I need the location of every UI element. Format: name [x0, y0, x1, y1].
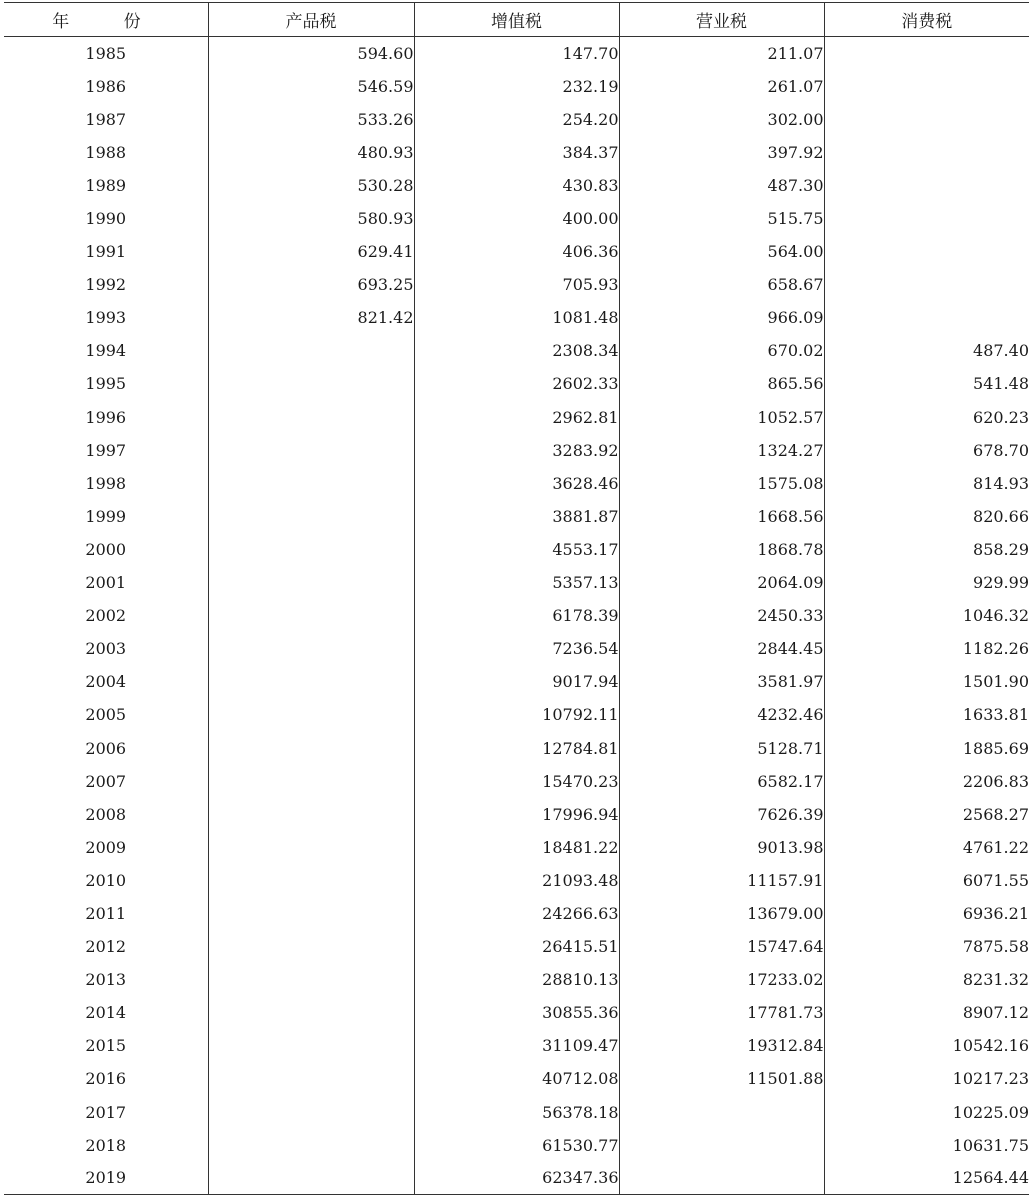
table-row	[4, 268, 1029, 301]
value-added-tax-cell: 21093.48	[414, 864, 619, 897]
consumption-tax-cell: 10225.09	[824, 1096, 1029, 1129]
product-tax-cell: 821.42	[208, 301, 414, 334]
table-row	[4, 930, 1029, 963]
value-added-tax-cell: 6178.39	[414, 599, 619, 632]
value-added-tax-cell: 2602.33	[414, 367, 619, 400]
product-tax-cell: 594.60	[208, 37, 414, 70]
business-tax-cell: 1324.27	[619, 434, 824, 467]
table-row	[4, 169, 1029, 202]
consumption-tax-cell: 8231.32	[824, 963, 1029, 996]
year-cell: 2019	[4, 1162, 208, 1195]
table-row	[4, 136, 1029, 169]
product-tax-cell	[208, 765, 414, 798]
product-tax-cell: 580.93	[208, 202, 414, 235]
product-tax-cell	[208, 1096, 414, 1129]
table-row	[4, 334, 1029, 367]
table-row	[4, 37, 1029, 70]
product-tax-cell	[208, 897, 414, 930]
product-tax-cell	[208, 533, 414, 566]
value-added-tax-cell: 2308.34	[414, 334, 619, 367]
product-tax-cell	[208, 467, 414, 500]
table-row	[4, 235, 1029, 268]
consumption-tax-cell: 858.29	[824, 533, 1029, 566]
product-tax-cell	[208, 1162, 414, 1195]
consumption-tax-cell: 10217.23	[824, 1062, 1029, 1095]
business-tax-cell: 670.02	[619, 334, 824, 367]
year-cell: 1991	[85, 242, 127, 262]
product-tax-cell	[208, 996, 414, 1029]
product-tax-cell	[208, 367, 414, 400]
product-tax-cell	[208, 1029, 414, 1062]
value-added-tax-cell: 3881.87	[414, 500, 619, 533]
business-tax-cell: 658.67	[619, 268, 824, 301]
consumption-tax-cell: 2568.27	[824, 798, 1029, 831]
business-tax-cell: 966.09	[619, 301, 824, 334]
year-cell: 2003	[85, 639, 127, 659]
consumption-tax-cell: 1885.69	[824, 731, 1029, 764]
value-added-tax-cell: 4553.17	[414, 533, 619, 566]
product-tax-cell	[208, 566, 414, 599]
value-added-tax-cell: 40712.08	[414, 1062, 619, 1095]
year-cell: 2012	[85, 937, 127, 957]
product-tax-cell: 546.59	[208, 70, 414, 103]
business-tax-cell: 2844.45	[619, 632, 824, 665]
year-cell: 2018	[85, 1135, 127, 1155]
product-tax-cell	[208, 698, 414, 731]
year-cell: 2006	[85, 738, 127, 758]
product-tax-cell	[208, 963, 414, 996]
value-added-tax-cell: 3283.92	[414, 434, 619, 467]
consumption-tax-cell: 929.99	[824, 566, 1029, 599]
year-cell: 1990	[85, 209, 127, 229]
year-cell: 2017	[85, 1102, 127, 1122]
value-added-tax-cell: 61530.77	[414, 1129, 619, 1162]
value-added-tax-cell: 31109.47	[414, 1029, 619, 1062]
year-cell: 1985	[85, 43, 127, 63]
product-tax-cell: 530.28	[208, 169, 414, 202]
year-cell: 1995	[85, 374, 127, 394]
consumption-tax-cell	[824, 136, 1029, 169]
year-cell: 2001	[85, 573, 127, 593]
business-tax-cell: 2450.33	[619, 599, 824, 632]
consumption-tax-cell: 4761.22	[824, 831, 1029, 864]
table-row	[4, 632, 1029, 665]
consumption-tax-cell: 487.40	[824, 334, 1029, 367]
value-added-tax-cell: 147.70	[414, 37, 619, 70]
consumption-tax-cell: 541.48	[824, 367, 1029, 400]
business-tax-cell: 11501.88	[619, 1062, 824, 1095]
consumption-tax-cell: 6071.55	[824, 864, 1029, 897]
value-added-tax-cell: 5357.13	[414, 566, 619, 599]
consumption-tax-cell: 814.93	[824, 467, 1029, 500]
business-tax-cell: 6582.17	[619, 765, 824, 798]
value-added-tax-cell: 24266.63	[414, 897, 619, 930]
product-tax-cell	[208, 864, 414, 897]
year-cell: 2015	[85, 1036, 127, 1056]
year-cell: 2014	[85, 1003, 127, 1023]
value-added-tax-cell: 1081.48	[414, 301, 619, 334]
value-added-tax-cell: 9017.94	[414, 665, 619, 698]
table-row	[4, 202, 1029, 235]
business-tax-cell	[619, 1129, 824, 1162]
value-added-tax-cell: 28810.13	[414, 963, 619, 996]
value-added-tax-cell: 400.00	[414, 202, 619, 235]
year-cell: 1989	[85, 175, 127, 195]
business-tax-cell: 302.00	[619, 103, 824, 136]
business-tax-cell: 1668.56	[619, 500, 824, 533]
consumption-tax-cell: 10631.75	[824, 1129, 1029, 1162]
product-tax-cell	[208, 1129, 414, 1162]
value-added-tax-cell: 18481.22	[414, 831, 619, 864]
header-consumption-tax: 消费税	[824, 3, 1029, 37]
table-header	[4, 3, 1029, 37]
year-cell: 2010	[85, 870, 127, 890]
header-year: 年 份	[4, 3, 208, 37]
value-added-tax-cell: 430.83	[414, 169, 619, 202]
product-tax-cell	[208, 665, 414, 698]
business-tax-cell: 17781.73	[619, 996, 824, 1029]
business-tax-cell: 1575.08	[619, 467, 824, 500]
consumption-tax-cell: 678.70	[824, 434, 1029, 467]
table-row	[4, 765, 1029, 798]
product-tax-cell: 480.93	[208, 136, 414, 169]
business-tax-cell: 397.92	[619, 136, 824, 169]
value-added-tax-cell: 3628.46	[414, 467, 619, 500]
business-tax-cell: 515.75	[619, 202, 824, 235]
product-tax-cell: 629.41	[208, 235, 414, 268]
product-tax-cell: 533.26	[208, 103, 414, 136]
business-tax-cell: 9013.98	[619, 831, 824, 864]
value-added-tax-cell: 7236.54	[414, 632, 619, 665]
product-tax-cell	[208, 731, 414, 764]
consumption-tax-cell	[824, 202, 1029, 235]
business-tax-cell: 211.07	[619, 37, 824, 70]
table-row	[4, 665, 1029, 698]
year-cell: 1987	[85, 109, 127, 129]
business-tax-cell: 13679.00	[619, 897, 824, 930]
consumption-tax-cell: 2206.83	[824, 765, 1029, 798]
table-row	[4, 963, 1029, 996]
table-row	[4, 599, 1029, 632]
product-tax-cell	[208, 401, 414, 434]
consumption-tax-cell: 10542.16	[824, 1029, 1029, 1062]
value-added-tax-cell: 56378.18	[414, 1096, 619, 1129]
business-tax-cell: 1052.57	[619, 401, 824, 434]
product-tax-cell	[208, 632, 414, 665]
table-row	[4, 897, 1029, 930]
year-cell: 1986	[85, 76, 127, 96]
year-cell: 1988	[85, 142, 127, 162]
table-row	[4, 1062, 1029, 1095]
table-row	[4, 1029, 1029, 1062]
table-body	[4, 37, 1029, 1195]
value-added-tax-cell: 10792.11	[414, 698, 619, 731]
consumption-tax-cell: 8907.12	[824, 996, 1029, 1029]
business-tax-cell: 5128.71	[619, 731, 824, 764]
table-row	[4, 533, 1029, 566]
table-row	[4, 698, 1029, 731]
business-tax-cell: 1868.78	[619, 533, 824, 566]
table-row	[4, 1162, 1029, 1195]
product-tax-cell	[208, 831, 414, 864]
year-cell: 2005	[85, 705, 127, 725]
consumption-tax-cell: 1046.32	[824, 599, 1029, 632]
table-row	[4, 401, 1029, 434]
year-cell: 1994	[85, 341, 127, 361]
business-tax-cell: 19312.84	[619, 1029, 824, 1062]
table-row	[4, 70, 1029, 103]
year-cell: 2008	[85, 804, 127, 824]
table-row	[4, 566, 1029, 599]
year-cell: 2004	[85, 672, 127, 692]
table-row	[4, 500, 1029, 533]
consumption-tax-cell	[824, 37, 1029, 70]
value-added-tax-cell: 705.93	[414, 268, 619, 301]
business-tax-cell: 7626.39	[619, 798, 824, 831]
business-tax-cell: 487.30	[619, 169, 824, 202]
value-added-tax-cell: 406.36	[414, 235, 619, 268]
product-tax-cell	[208, 434, 414, 467]
business-tax-cell	[619, 1096, 824, 1129]
business-tax-cell	[619, 1162, 824, 1195]
tax-revenue-table	[4, 2, 1029, 1195]
product-tax-cell	[208, 1062, 414, 1095]
consumption-tax-cell	[824, 70, 1029, 103]
year-cell: 2007	[85, 771, 127, 791]
product-tax-cell: 693.25	[208, 268, 414, 301]
consumption-tax-cell	[824, 103, 1029, 136]
business-tax-cell: 2064.09	[619, 566, 824, 599]
consumption-tax-cell: 820.66	[824, 500, 1029, 533]
value-added-tax-cell: 30855.36	[414, 996, 619, 1029]
year-cell: 2011	[85, 903, 127, 923]
product-tax-cell	[208, 930, 414, 963]
year-cell: 1992	[85, 275, 127, 295]
value-added-tax-cell: 232.19	[414, 70, 619, 103]
consumption-tax-cell: 1633.81	[824, 698, 1029, 731]
consumption-tax-cell: 1501.90	[824, 665, 1029, 698]
business-tax-cell: 15747.64	[619, 930, 824, 963]
consumption-tax-cell: 620.23	[824, 401, 1029, 434]
year-cell: 1998	[85, 473, 127, 493]
year-cell: 2016	[85, 1069, 127, 1089]
table-row	[4, 103, 1029, 136]
table-row	[4, 831, 1029, 864]
value-added-tax-cell: 12784.81	[414, 731, 619, 764]
year-cell: 2013	[85, 970, 127, 990]
year-cell: 1996	[85, 407, 127, 427]
year-cell: 2000	[85, 539, 127, 559]
value-added-tax-cell: 26415.51	[414, 930, 619, 963]
value-added-tax-cell: 384.37	[414, 136, 619, 169]
header-product-tax: 产品税	[208, 3, 414, 37]
consumption-tax-cell: 12564.44	[824, 1162, 1029, 1195]
consumption-tax-cell: 1182.26	[824, 632, 1029, 665]
value-added-tax-cell: 62347.36	[414, 1162, 619, 1195]
consumption-tax-cell	[824, 268, 1029, 301]
consumption-tax-cell: 7875.58	[824, 930, 1029, 963]
table-row	[4, 1129, 1029, 1162]
product-tax-cell	[208, 500, 414, 533]
product-tax-cell	[208, 599, 414, 632]
year-cell: 1993	[85, 308, 127, 328]
table-row	[4, 996, 1029, 1029]
table-row	[4, 467, 1029, 500]
header-row	[4, 3, 1029, 37]
consumption-tax-cell	[824, 169, 1029, 202]
business-tax-cell: 4232.46	[619, 698, 824, 731]
year-cell: 2009	[85, 837, 127, 857]
business-tax-cell: 11157.91	[619, 864, 824, 897]
value-added-tax-cell: 2962.81	[414, 401, 619, 434]
business-tax-cell: 865.56	[619, 367, 824, 400]
product-tax-cell	[208, 334, 414, 367]
consumption-tax-cell	[824, 235, 1029, 268]
table-row	[4, 864, 1029, 897]
value-added-tax-cell: 254.20	[414, 103, 619, 136]
consumption-tax-cell: 6936.21	[824, 897, 1029, 930]
year-cell: 1999	[85, 506, 127, 526]
year-cell: 1997	[85, 440, 127, 460]
value-added-tax-cell: 17996.94	[414, 798, 619, 831]
header-business-tax: 营业税	[619, 3, 824, 37]
header-value-added-tax: 增值税	[414, 3, 619, 37]
product-tax-cell	[208, 798, 414, 831]
table-row	[4, 798, 1029, 831]
table-row	[4, 731, 1029, 764]
table-row	[4, 1096, 1029, 1129]
business-tax-cell: 564.00	[619, 235, 824, 268]
table-row	[4, 301, 1029, 334]
consumption-tax-cell	[824, 301, 1029, 334]
table-row	[4, 367, 1029, 400]
year-cell: 2002	[85, 606, 127, 626]
business-tax-cell: 17233.02	[619, 963, 824, 996]
business-tax-cell: 3581.97	[619, 665, 824, 698]
value-added-tax-cell: 15470.23	[414, 765, 619, 798]
business-tax-cell: 261.07	[619, 70, 824, 103]
table-row	[4, 434, 1029, 467]
